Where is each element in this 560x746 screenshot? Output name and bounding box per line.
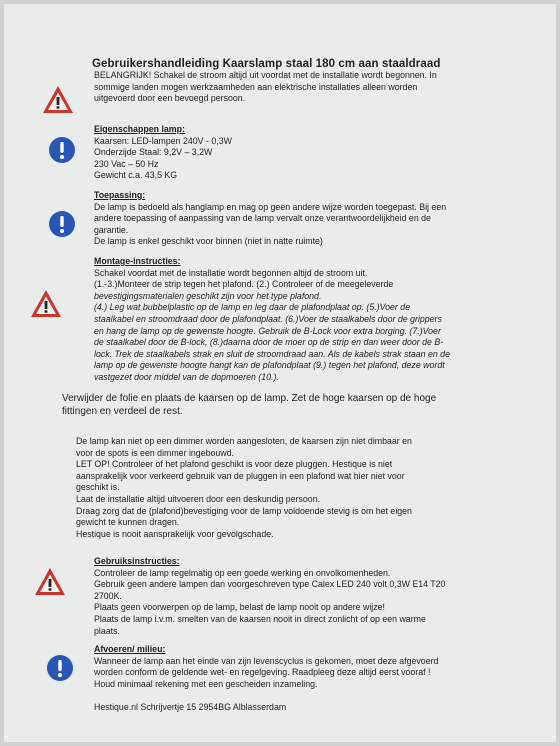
usage-section — [94, 556, 484, 637]
notes-line: Laat de installatie altijd uitvoeren door een deskundig persoon. — [76, 493, 321, 504]
application-line: De lamp is bedoeld als hanglamp en mag op geen andere wijze worden toegepast. Bij een — [94, 201, 447, 212]
exclamation-circle-icon — [46, 134, 78, 166]
usage-line: Controleer de lamp regelmatig op een goede werking en onvolkomenheden. — [94, 567, 391, 578]
warning-triangle-icon — [30, 288, 62, 320]
warning-section — [94, 70, 484, 105]
notes-line: gewicht te kunnen dragen. — [76, 517, 180, 528]
properties-line: Gewicht c.a. 43,5 KG — [94, 170, 178, 181]
usage-line: 2700K. — [94, 590, 122, 601]
mounting-line: (4.) Leg wat bubbelplastic op de lamp en leg daar de plafondplaat op. (5.)Voer de — [94, 302, 411, 313]
usage-heading: Gebruiksinstructies: — [94, 556, 180, 566]
application-heading: Toepassing: — [94, 190, 146, 200]
disposal-line: Wanneer de lamp aan het einde van zijn levenscyclus is gekomen, moet deze afgevoerd — [94, 655, 439, 666]
mounting-line: bevestigingsmaterialen geschikt zijn voor het type plafond. — [94, 290, 322, 301]
mounting-line: Schakel voordat met de installatie wordt begonnen altijd de stroom uit. — [94, 267, 368, 278]
notes-section — [76, 436, 466, 540]
application-line: andere toepassing of aanpassing van de lamp vervalt onze verantwoordelijkheid en de — [94, 213, 431, 224]
candle-placement-line: fittingen en verdeel de rest. — [62, 406, 183, 417]
application-section — [94, 190, 484, 248]
warning-line: sommige landen mogen werkzaamheden aan elektrische installaties alleen worden — [94, 81, 418, 92]
disposal-line: Houd minimaal rekening met een gescheiden inzameling. — [94, 678, 318, 689]
mounting-section — [94, 256, 484, 384]
exclamation-circle-icon — [46, 208, 78, 240]
notes-line: Hestique is nooit aansprakelijk voor gevolgschade. — [76, 528, 274, 539]
notes-line: LET OP! Controleer of het plafond geschikt is voor deze pluggen. Hestique is niet — [76, 459, 393, 470]
footer-text: Hestique.nl Schrijvertje 15 2954BG Alblasserdam — [94, 702, 287, 712]
warning-line: uitgevoerd door een bevoegd persoon. — [94, 93, 246, 104]
mounting-heading: Montage-instructies: — [94, 256, 181, 266]
disposal-section — [94, 644, 484, 690]
notes-line: aansprakelijk voor verkeerd gebruik van de pluggen in een plafond wat hier niet voor — [76, 470, 405, 481]
application-line: garantie. — [94, 224, 129, 235]
manual-sheet — [4, 4, 556, 742]
mounting-line: staalkabel en stroomdraad door de plafondplaat. (6.)Voer de staalkabels door de grippers — [94, 313, 442, 324]
mounting-line: lamp op de gewenste hoogte hangt kan de plafondplaat (9.) tegen het plafond, deze wordt — [94, 360, 445, 371]
disposal-line: worden conform de geldende wet- en regelgeving. Raadpleeg deze altijd eerst vooraf ! — [94, 667, 431, 678]
disposal-heading: Afvoeren/ milieu: — [94, 644, 166, 654]
properties-line: Kaarsen: LED-lampen 240V - 0,3W — [94, 135, 232, 146]
usage-line: Plaats de lamp i.v.m. smelten van de kaarsen nooit in direct zonlicht of op een warme — [94, 613, 426, 624]
footer-address — [94, 702, 484, 714]
candle-placement-line: Verwijder de folie en plaats de kaarsen op de lamp. Zet de hoge kaarsen op de hoge — [62, 393, 437, 404]
document-title: Gebruikershandleiding Kaarslamp staal 180 cm aan staaldraad — [92, 58, 441, 70]
mounting-line: vastgezet door middel van de dopmoeren (10.). — [94, 371, 279, 382]
mounting-line: de staalkabel door de B-lock, (8.)daarna door de moer op de strip en dan weer door de B- — [94, 337, 444, 348]
warning-line: BELANGRIJK! Schakel de stroom altijd uit voordat met de installatie wordt begonnen. In — [94, 70, 437, 80]
properties-line: Onderzijde Staal: 9,2V – 3,2W — [94, 147, 213, 158]
notes-line: Draag zorg dat de (plafond)bevestiging voor de lamp voldoende stevig is om het eigen — [76, 505, 412, 516]
application-line: De lamp is enkel geschikt voor binnen (niet in natte ruimte) — [94, 236, 323, 247]
usage-line: Plaats geen voorwerpen op de lamp, belast de lamp nooit op andere wijze! — [94, 602, 385, 613]
warning-triangle-icon — [42, 84, 74, 116]
warning-triangle-icon — [34, 566, 66, 598]
mounting-line: en hang de lamp op de gewenste hoogte. Gebruik de B-Lock voor extra borging. (7.)Voer — [94, 325, 441, 336]
candle-placement-note — [62, 392, 436, 418]
notes-line: voor de spots is een dimmer ingebouwd. — [76, 447, 234, 458]
mounting-line: lock. Trek de staalkabels strak en sluit de stroomdraad aan. Als de kabels strak staan en de — [94, 348, 450, 359]
exclamation-circle-icon — [44, 652, 76, 684]
properties-line: 230 Vac – 50 Hz — [94, 158, 159, 169]
mounting-line: (1.-3.)Monteer de strip tegen het plafond. (2.) Controleer of de meegeleverde — [94, 279, 394, 290]
properties-section — [94, 124, 484, 182]
usage-line: Gebruik geen andere lampen dan voorgeschreven type Calex LED 240 volt 0,3W E14 T20 — [94, 579, 446, 590]
notes-line: geschikt is. — [76, 482, 120, 493]
notes-line: De lamp kan niet op een dimmer worden aangesloten, de kaarsen zijn niet dimbaar en — [76, 436, 412, 446]
usage-line: plaats. — [94, 625, 120, 636]
properties-heading: Eigenschappen lamp: — [94, 124, 185, 134]
